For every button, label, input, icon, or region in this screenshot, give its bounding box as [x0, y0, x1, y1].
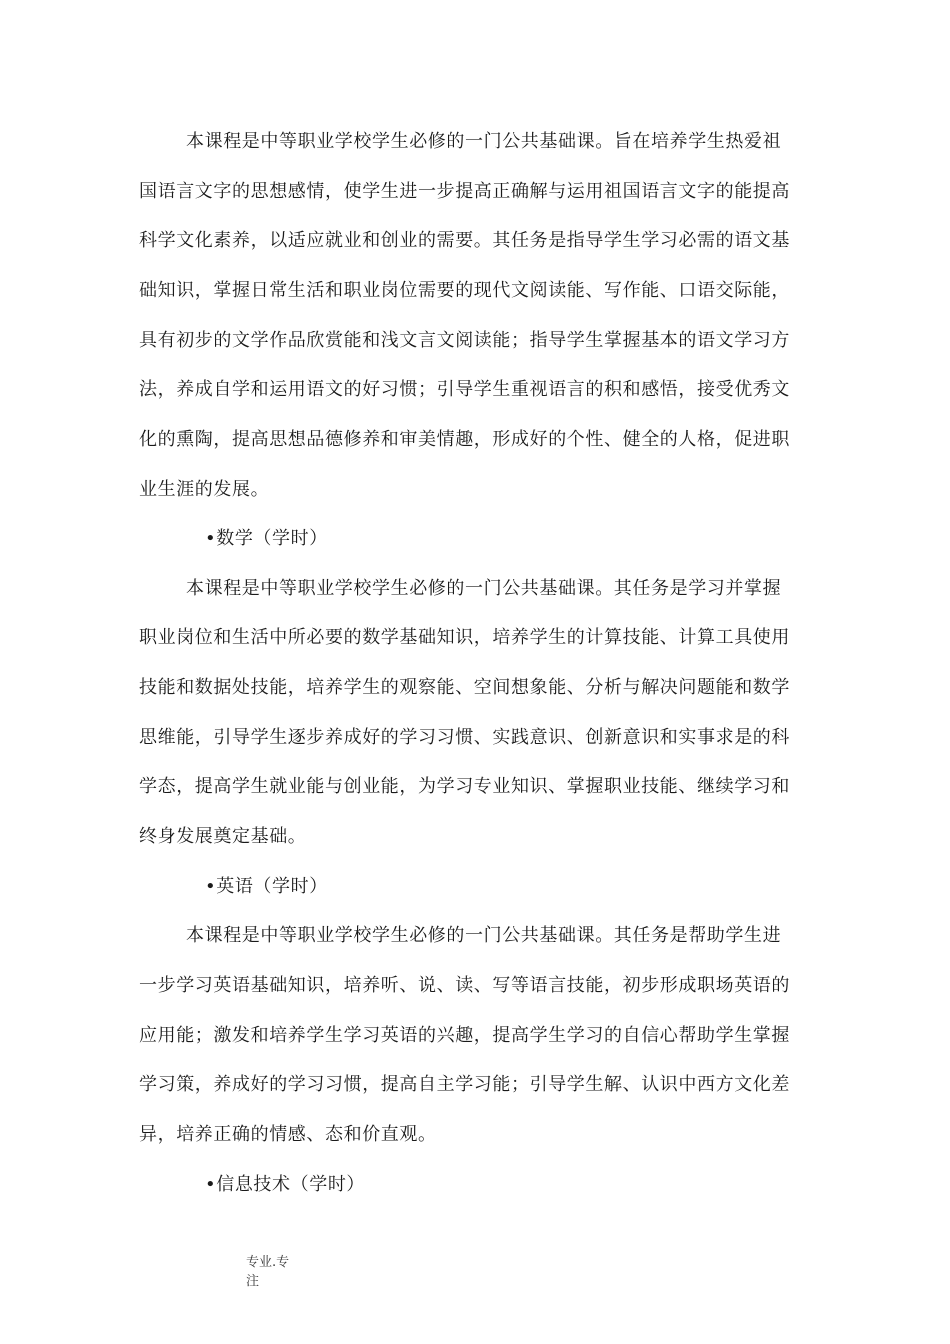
paragraph-line: 学习策，养成好的学习习惯，提高自主学习能；引导学生解、认识中西方文化差	[139, 1074, 790, 1095]
paragraph-line: 本课程是中等职业学校学生必修的一门公共基础课。其任务是学习并掌握	[186, 578, 782, 599]
paragraph-line: 科学文化素养，以适应就业和创业的需要。其任务是指导学生学习必需的语文基	[139, 230, 790, 251]
footer-text-line1: 专业.专	[246, 1255, 290, 1270]
paragraph-line: 终身发展奠定基础。	[139, 826, 307, 847]
paragraph-line: 学态，提高学生就业能与创业能，为学习专业知识、掌握职业技能、继续学习和	[139, 776, 790, 797]
paragraph-line: 本课程是中等职业学校学生必修的一门公共基础课。旨在培养学生热爱祖	[186, 131, 782, 152]
footer-text-line2: 注	[246, 1274, 260, 1289]
paragraph-line: 职业岗位和生活中所必要的数学基础知识，培养学生的计算技能、计算工具使用	[139, 627, 790, 648]
section-heading-english: •英语（学时）	[205, 876, 328, 897]
paragraph-line: 础知识，掌握日常生活和职业岗位需要的现代文阅读能、写作能、口语交际能，	[139, 280, 790, 301]
section-heading-it: •信息技术（学时）	[205, 1174, 366, 1195]
paragraph-line: 法，养成自学和运用语文的好习惯；引导学生重视语言的积和感悟，接受优秀文	[139, 379, 790, 400]
paragraph-line: 应用能；激发和培养学生学习英语的兴趣，提高学生学习的自信心帮助学生掌握	[139, 1025, 790, 1046]
paragraph-line: 本课程是中等职业学校学生必修的一门公共基础课。其任务是帮助学生进	[186, 925, 782, 946]
section-heading-math: •数学（学时）	[205, 528, 328, 549]
paragraph-line: 一步学习英语基础知识，培养听、说、读、写等语言技能，初步形成职场英语的	[139, 975, 790, 996]
paragraph-line: 具有初步的文学作品欣赏能和浅文言文阅读能；指导学生掌握基本的语文学习方	[139, 330, 790, 351]
paragraph-line: 技能和数据处技能，培养学生的观察能、空间想象能、分析与解决问题能和数学	[139, 677, 790, 698]
paragraph-line: 思维能，引导学生逐步养成好的学习习惯、实践意识、创新意识和实事求是的科	[139, 727, 790, 748]
paragraph-line: 业生涯的发展。	[139, 479, 270, 500]
paragraph-line: 化的熏陶，提高思想品德修养和审美情趣，形成好的个性、健全的人格，促进职	[139, 429, 790, 450]
paragraph-line: 国语言文字的思想感情，使学生进一步提高正确解与运用祖国语言文字的能提高	[139, 181, 790, 202]
paragraph-line: 异，培养正确的情感、态和价直观。	[139, 1124, 437, 1145]
